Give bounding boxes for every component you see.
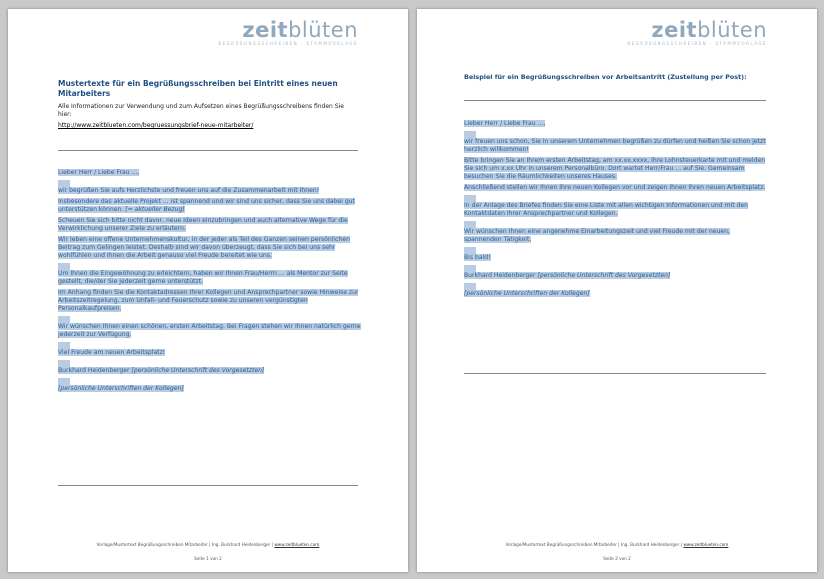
letter-paragraph: Insbesondere das aktuelle Projekt ... ist spannend und wir sind uns sicher, dass Sie uns dabei gut unterstützen können. — [58, 198, 355, 213]
letter-body — [58, 169, 363, 396]
letter-paragraph: Bitte bringen Sie an Ihrem ersten Arbeitstag, am xx.xx.xxxx, Ihre Lohnsteuerkarte mit und melden Sie sich um x.xx Uhr in unserem Personalbüro. Dort wartet Herr/Frau ... auf Sie. Gemeinsam besuchen Sie die Räumlichkeiten unseres Hauses. — [464, 157, 766, 180]
closing-line: Viel Freude am neuen Arbeitsplatz! — [58, 349, 166, 356]
page-number: Seite 1 von 2 — [194, 556, 222, 561]
page-footer — [8, 542, 408, 548]
logo-name-bold: zeit — [651, 18, 698, 42]
signature-name: Burkhard Heidenberger — [464, 272, 536, 279]
logo-tagline: BEGRÜßUNGSSCHREIBEN · STAMMVORLAGE — [218, 41, 358, 46]
divider-top — [464, 100, 766, 101]
letter-paragraph: Im Anhang finden Sie die Kontaktadressen Ihrer Kollegen und Ansprechpartner sowie Hinweise zur Arbeitszeitregelung, zum Unfall- und Feuerschutz sowie zu unseren vergünstigten Personalkaufpreisen. — [58, 289, 359, 312]
footer-text: Vorlage/Mustertext Begrüßungsschreiben Mitarbeiter | Ing. Burkhard Heidenberger | — [505, 542, 683, 547]
page-footer — [417, 542, 817, 548]
letter-paragraph: Anschließend stellen wir Ihnen Ihre neuen Kollegen vor und zeigen Ihnen Ihren neuen Arbeitsplatz. — [464, 184, 766, 191]
intro-text: Alle Informationen zur Verwendung und zum Aufsetzen eines Begrüßungsschreibens finden Sie hier: — [58, 103, 344, 118]
logo-name-light: blüten — [288, 18, 358, 42]
page-title: Mustertexte für ein Begrüßungsschreiben bei Eintritt eines neuen Mitarbeiters — [58, 79, 338, 98]
zeitblueten-logo — [627, 19, 767, 46]
footer-text: Vorlage/Mustertext Begrüßungsschreiben Mitarbeiter | Ing. Burkhard Heidenberger | — [96, 542, 274, 547]
logo-name-light: blüten — [697, 18, 767, 42]
letter-paragraph: Wir wünschen Ihnen eine angenehme Einarbeitungszeit und viel Freude mit der neuen, spannenden Tätigkeit. — [464, 228, 730, 243]
footer-link[interactable]: www.zeitblueten.com — [683, 542, 729, 547]
salutation: Lieber Herr / Liebe Frau ..., — [58, 169, 140, 176]
letter-paragraph: Scheuen Sie sich bitte nicht davor, neue Ideen einzubringen und auch alternative Wege für die Verwirklichung unserer Ziele zu erläutern. — [58, 217, 348, 232]
logo-name-bold: zeit — [242, 18, 289, 42]
info-link[interactable]: http://www.zeitblueten.com/begruessungsbrief-neue-mitarbeiter/ — [58, 122, 254, 129]
letter-paragraph: In der Anlage des Briefes finden Sie eine Liste mit allen wichtigen Informationen und mit den Kontaktdaten Ihrer Ansprechpartner und Kollegen. — [464, 202, 749, 217]
divider-top — [58, 150, 358, 151]
divider-bottom — [58, 485, 358, 486]
closing-line: Bis bald! — [464, 254, 491, 261]
page-title: Beispiel für ein Begrüßungsschreiben vor Arbeitsantritt (Zustellung per Post): — [464, 73, 747, 81]
divider-bottom — [464, 373, 766, 374]
signature-note: [persönliche Unterschrift des Vorgesetzten] — [537, 272, 671, 279]
letter-body — [464, 120, 769, 301]
colleagues-signature-note: [persönliche Unterschriften der Kollegen] — [464, 290, 590, 297]
signature-note: [persönliche Unterschrift des Vorgesetzten] — [131, 367, 265, 374]
zeitblueten-logo — [218, 19, 358, 46]
colleagues-signature-note: [persönliche Unterschriften der Kollegen] — [58, 385, 184, 392]
logo-tagline: BEGRÜßUNGSSCHREIBEN · STAMMVORLAGE — [627, 41, 767, 46]
salutation: Lieber Herr / Liebe Frau ..., — [464, 120, 546, 127]
footer-link[interactable]: www.zeitblueten.com — [274, 542, 320, 547]
letter-paragraph: Wir leben eine offene Unternehmenskultur, in der jeder als Teil des Ganzen seinen persönlichen Beitrag zum Gelingen leistet. Deshalb sind wir davon überzeugt, dass Sie sich bei uns sehr wohlfühlen und Ihnen die Arbeit genauso viel Freude bereitet wie uns. — [58, 236, 350, 259]
page-number: Seite 2 von 2 — [603, 556, 631, 561]
letter-paragraph: Um Ihnen die Eingewöhnung zu erleichtern, haben wir Ihnen Frau/Herrn ... als Mentor zur Seite gestellt, die/der Sie jederzeit gerne unterstützt. — [58, 270, 348, 285]
letter-paragraph: wir freuen uns schon, Sie in unserem Unternehmen begrüßen zu dürfen und heißen Sie schon jetzt herzlich willkommen! — [464, 138, 766, 153]
document-page-2 — [417, 9, 817, 572]
letter-paragraph: wir begrüßen Sie aufs Herzlichste und freuen uns auf die Zusammenarbeit mit Ihnen! — [58, 187, 320, 194]
note-current-reference: [= aktueller Bezug] — [125, 206, 185, 213]
signature-name: Burkhard Heidenberger — [58, 367, 130, 374]
document-page-1 — [8, 9, 408, 572]
letter-paragraph: Wir wünschen Ihnen einen schönen, ersten Arbeitstag. Bei Fragen stehen wir Ihnen natürlich gerne jederzeit zur Verfügung. — [58, 323, 361, 338]
